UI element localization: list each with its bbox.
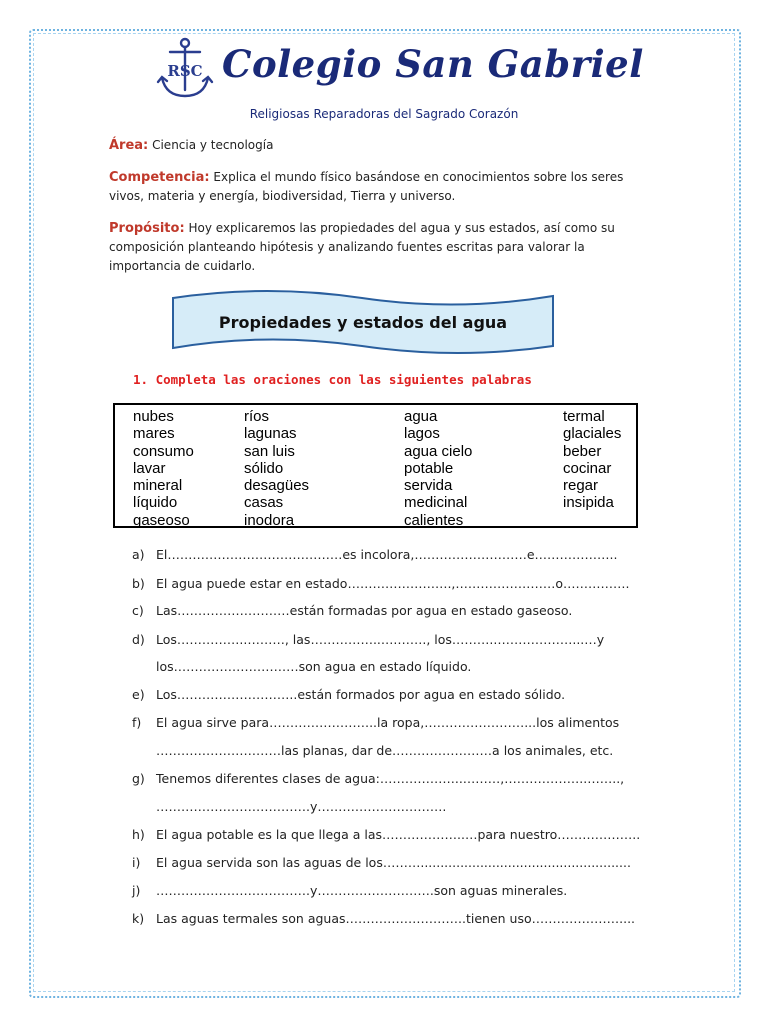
word-item: lagunas	[244, 425, 297, 443]
word-item: consumo	[133, 442, 194, 460]
word-item: desagües	[244, 477, 310, 495]
word-item: sólido	[244, 459, 284, 477]
question-item	[132, 883, 692, 898]
word-item: termal	[563, 408, 605, 425]
question-letter: g)	[132, 771, 145, 786]
question-item	[132, 632, 692, 647]
question-item	[132, 771, 692, 786]
word-item: gaseoso	[133, 511, 190, 529]
exercise-instruction: 1. Completa las oraciones con las siguientes palabras	[133, 372, 532, 387]
word-item: mineral	[133, 477, 183, 495]
word-item: mares	[133, 425, 175, 443]
question-letter: h)	[132, 827, 145, 842]
question-letter: d)	[132, 632, 145, 647]
question-text: El agua potable es la que llega a las………………..…para nuestro………………..	[156, 827, 641, 842]
area-label: Área:	[109, 138, 149, 153]
question-letter: j)	[132, 883, 141, 898]
word-item: ríos	[244, 408, 270, 425]
question-letter: k)	[132, 911, 145, 926]
word-item: nubes	[133, 408, 174, 425]
question-text: Tenemos diferentes clases de agua:………………..………,………………..……..,	[156, 771, 625, 786]
question-text: El agua sirve para……………………..la ropa,……………………...los alimentos	[156, 715, 620, 730]
question-text: Las aguas termales son aguas………………………..tienen uso…………………....	[156, 911, 636, 926]
question-text: ……………………………….y……………………….son aguas minerales.	[156, 883, 568, 898]
question-item	[132, 715, 692, 730]
word-item: san luis	[244, 442, 295, 460]
question-item	[132, 603, 692, 618]
school-name: Colegio San Gabriel	[222, 42, 644, 86]
word-item: agua	[404, 408, 438, 425]
question-item	[132, 659, 692, 674]
question-item	[132, 576, 692, 591]
question-letter: b)	[132, 576, 145, 591]
question-text: …………………………las planas, dar de……………………a los animales, etc.	[156, 743, 614, 758]
question-text: Los……………..………, las……………..….……., los………..………………...…y	[156, 632, 605, 647]
question-letter: i)	[132, 855, 141, 870]
area-value: Ciencia y tecnología	[152, 138, 274, 152]
competencia-label: Competencia:	[109, 170, 210, 185]
question-item	[132, 799, 692, 814]
question-text: El agua servida son las aguas de los……….....................................................	[156, 855, 631, 870]
proposito-label: Propósito:	[109, 221, 185, 236]
word-item: servida	[404, 477, 453, 495]
question-text: El……………………………………es incolora,………………………e………………..	[156, 547, 618, 562]
congregation-name: Religiosas Reparadoras del Sagrado Corazón	[249, 107, 519, 121]
word-item: potable	[404, 459, 454, 477]
question-text: Las………………………están formadas por agua en estado gaseoso.	[156, 603, 573, 618]
word-item: medicinal	[404, 494, 468, 512]
word-item: beber	[563, 442, 602, 460]
question-item	[132, 911, 692, 926]
word-item: calientes	[404, 511, 464, 529]
question-item	[132, 855, 692, 870]
question-letter: a)	[132, 547, 145, 562]
logo-letters: RSC	[167, 62, 203, 80]
word-item: agua cielo	[404, 442, 473, 460]
word-item: inodora	[244, 511, 295, 529]
banner-title: Propiedades y estados del agua	[218, 313, 508, 332]
word-item: cocinar	[563, 459, 612, 477]
question-text: Los………………………..están formados por agua en estado sólido.	[156, 687, 566, 702]
question-letter: c)	[132, 603, 144, 618]
question-letter: e)	[132, 687, 145, 702]
question-item	[132, 743, 692, 758]
word-item: líquido	[133, 494, 178, 512]
competencia-value: Explica el mundo físico basándose en conocimientos sobre los seres vivos, materia y energía, biodiversidad, Tierra y universo.	[109, 170, 624, 203]
word-item: lavar	[133, 459, 166, 477]
proposito-value: Hoy explicaremos las propiedades del agua y sus estados, así como su composición planteando hipótesis y analizando fuentes escritas para valorar la importancia de cuidarlo.	[109, 221, 615, 273]
word-item: casas	[244, 494, 284, 512]
word-item: insipida	[563, 494, 614, 512]
word-item: glaciales	[563, 425, 622, 443]
word-item: regar	[563, 477, 599, 495]
question-text: El agua puede estar en estado…………………….,……………………o…………….	[156, 576, 630, 591]
question-item	[132, 547, 692, 562]
word-item: lagos	[404, 425, 440, 443]
question-letter: f)	[132, 715, 142, 730]
question-text: ……………………………….y………………………….	[156, 799, 447, 814]
question-item	[132, 827, 692, 842]
question-text: los…………………………son agua en estado líquido.	[156, 659, 472, 674]
question-item	[132, 687, 692, 702]
